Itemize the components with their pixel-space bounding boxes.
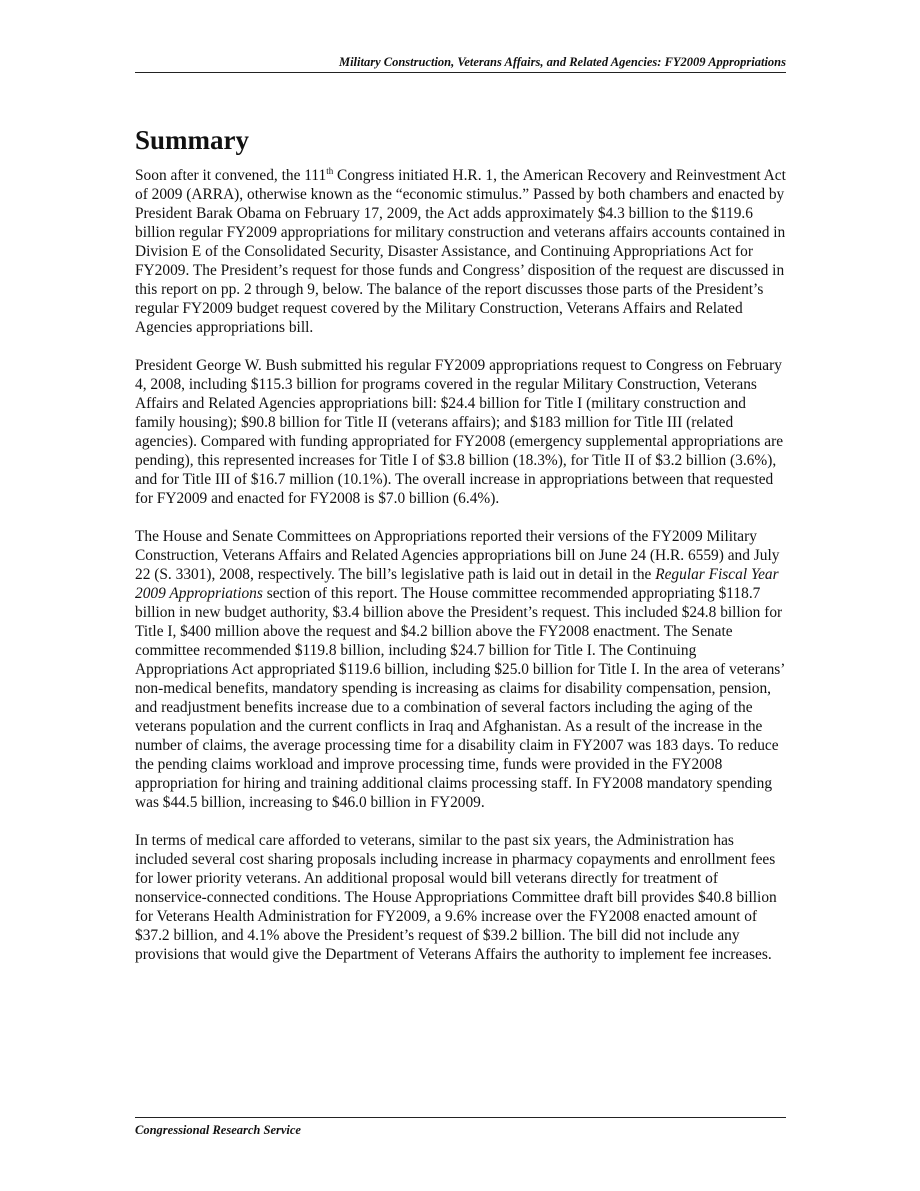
ordinal-superscript: th (326, 166, 334, 177)
paragraph-3 (135, 527, 786, 812)
paragraph-3-start: The House and Senate Committees on Appropriations reported their versions of the FY2009 Military Construction, Veterans Affairs and Related Agencies appropriations bill on June 24 (H.R. 6559) and July 22 (S. 3301), 2008, respectively. The bill’s legislative path is laid out in detail in the (135, 528, 780, 584)
footer-label: Congressional Research Service (135, 1123, 301, 1137)
paragraph-1 (135, 166, 786, 337)
running-header-title: Military Construction, Veterans Affairs, and Related Agencies: FY2009 Appropriations (338, 55, 786, 69)
section-heading: Summary (135, 125, 249, 155)
paragraph-2: President George W. Bush submitted his regular FY2009 appropriations request to Congress on February 4, 2008, including $115.3 billion for programs covered in the regular Military Construction, Veterans Affairs and Related Agencies appropriations bill: $24.4 billion for Title I (military construction and family housing); $90.8 billion for Title II (veterans affairs); and $183 million for Title III (related agencies). Compared with funding appropriated for FY2008 (emergency supplemental appropriations are pending), this represented increases for Title I of $3.8 billion (18.3%), for Title II of $3.2 billion (3.6%), and for Title III of $16.7 million (10.1%). The overall increase in appropriations between that requested for FY2009 and enacted for FY2008 is $7.0 billion (6.4%). (135, 357, 784, 508)
paragraph-4: In terms of medical care afforded to veterans, similar to the past six years, the Administration has included several cost sharing proposals including increase in pharmacy copayments and enrollment fees for lower priority veterans. An additional proposal would bill veterans directly for treatment of nonservice-connected conditions. The House Appropriations Committee draft bill provides $40.8 billion for Veterans Health Administration for FY2009, a 9.6% increase over the FY2008 enacted amount of $37.2 billion, and 4.1% above the President’s request of $39.2 billion. The bill did not include any provisions that would give the Department of Veterans Affairs the authority to implement fee increases. (135, 832, 777, 964)
paragraph-3-rest: section of this report. The House committee recommended appropriating $118.7 billion in new budget authority, $3.4 billion above the President’s request. This included $24.8 billion for Title I, $400 million above the request and $4.2 billion above the FY2008 enactment. The Senate committee recommended $119.8 billion, including $24.7 billion for Title I. The Continuing Appropriations Act appropriated $119.6 billion, including $25.0 billion for Title I. In the area of veterans’ non-medical benefits, mandatory spending is increasing as claims for disability compensation, pension, and readjustment benefits increase due to a combination of several factors including the aging of the veterans population and the current conflicts in Iraq and Afghanistan. As a result of the increase in the number of claims, the average processing time for a disability claim in FY2007 was 183 days. To reduce the pending claims workload and improve processing time, funds were provided in the FY2008 appropriation for hiring and training additional claims processing staff. In FY2008 mandatory spending was $44.5 billion, increasing to $46.0 billion in FY2009. (135, 585, 785, 812)
paragraph-1-start: Soon after it convened, the 111 (135, 167, 327, 185)
section-reference: Regular Fiscal Year 2009 Appropriations (135, 566, 779, 603)
running-header (135, 55, 786, 73)
page-footer (135, 1117, 786, 1138)
paragraph-1-rest: Congress initiated H.R. 1, the American Recovery and Reinvestment Act of 2009 (ARRA), otherwise known as the “economic stimulus.” Passed by both chambers and enacted by President Barak Obama on February 17, 2009, the Act adds approximately $4.3 billion to the $119.6 billion regular FY2009 appropriations for military construction and veterans affairs accounts contained in Division E of the Consolidated Security, Disaster Assistance, and Continuing Appropriations Act for FY2009. The President’s request for those funds and Congress’ disposition of the request are discussed in this report on pp. 2 through 9, below. The balance of the report discusses those parts of the President’s regular FY2009 budget request covered by the Military Construction, Veterans Affairs and Related Agencies appropriations bill. (135, 167, 786, 337)
page-body (135, 124, 786, 983)
